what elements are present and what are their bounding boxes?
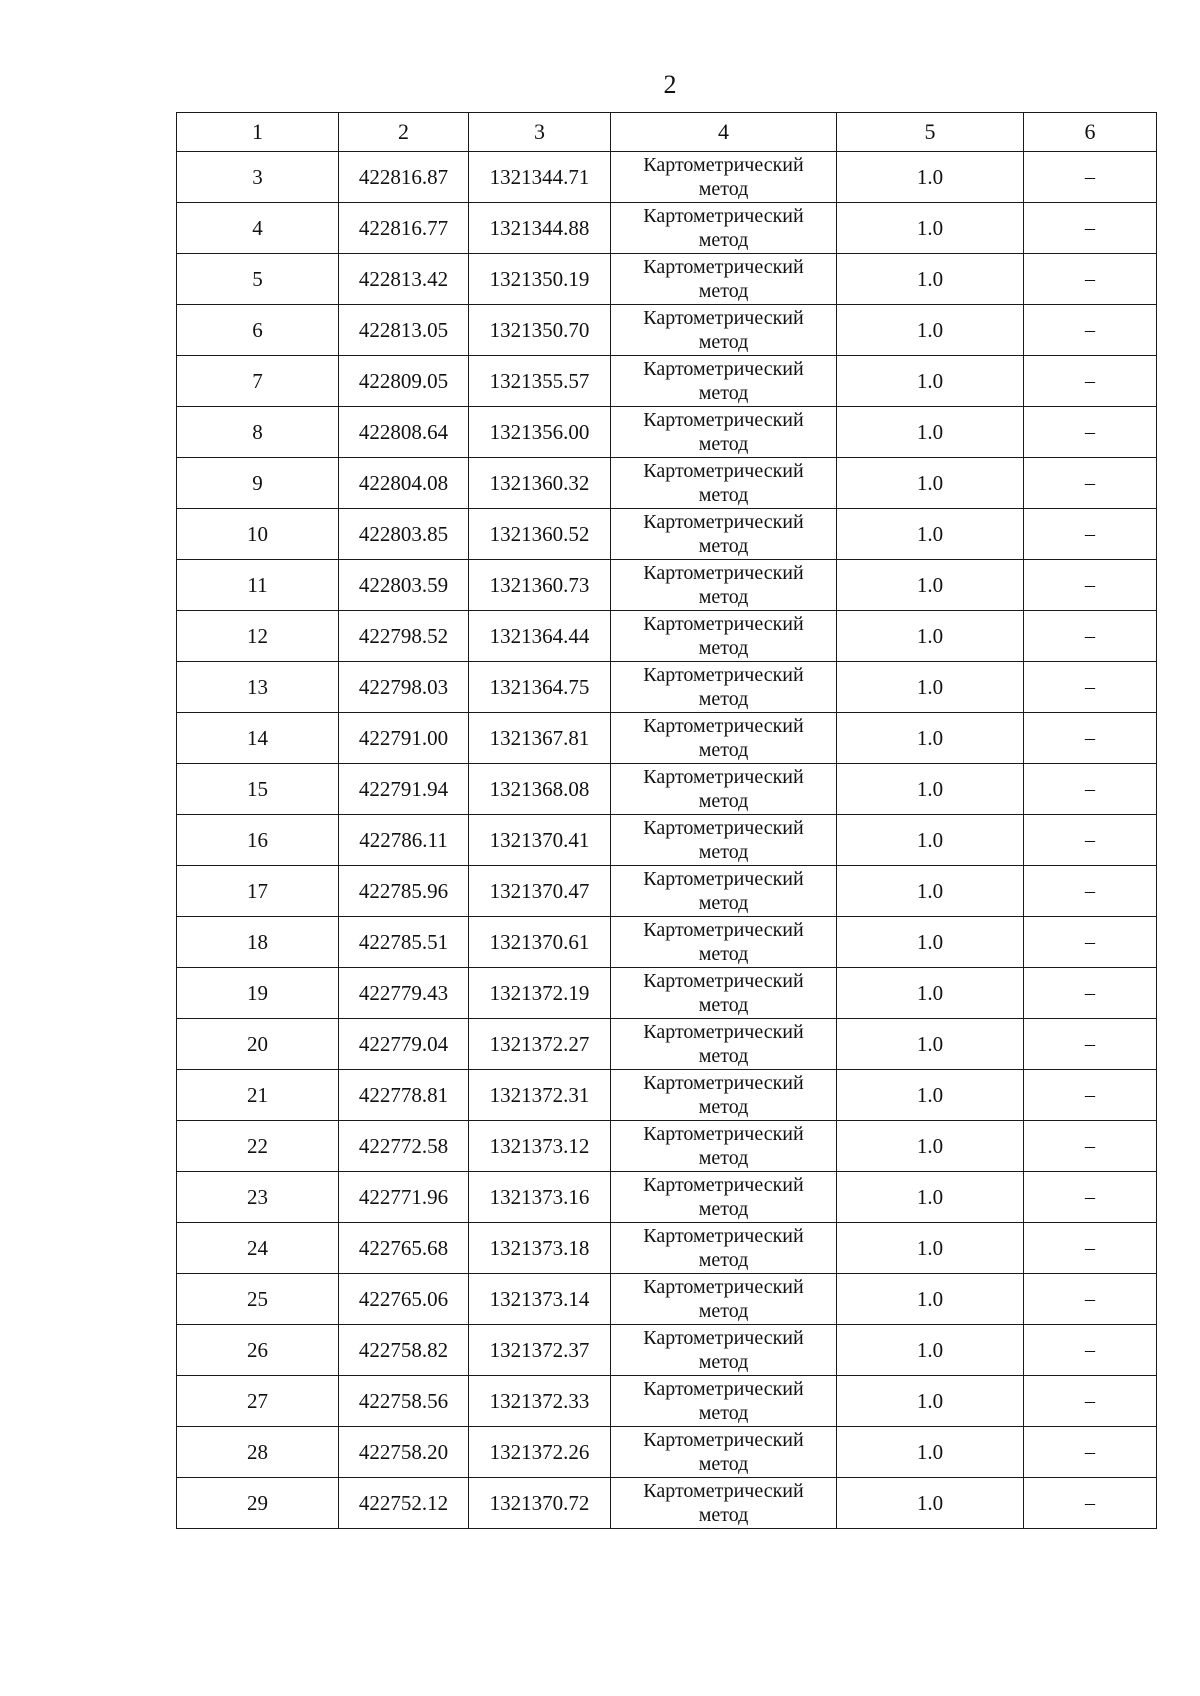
method-line-2: метод [698, 994, 749, 1016]
accuracy-cell: 1.0 [837, 203, 1024, 254]
point-number-cell: 23 [177, 1172, 339, 1223]
method-cell [611, 611, 837, 662]
note-cell: – [1024, 1427, 1157, 1478]
point-number-cell: 24 [177, 1223, 339, 1274]
table-row [177, 1019, 1157, 1070]
point-number-cell: 16 [177, 815, 339, 866]
y-coordinate-cell: 1321370.41 [469, 815, 611, 866]
column-header-5: 5 [837, 113, 1024, 152]
method-line-2: метод [698, 1096, 749, 1118]
x-coordinate-cell: 422798.03 [339, 662, 469, 713]
x-coordinate-cell: 422752.12 [339, 1478, 469, 1529]
accuracy-cell: 1.0 [837, 1274, 1024, 1325]
note-cell: – [1024, 356, 1157, 407]
method-line-2: метод [698, 433, 749, 455]
table-row [177, 1223, 1157, 1274]
note-cell: – [1024, 764, 1157, 815]
point-number-cell: 12 [177, 611, 339, 662]
y-coordinate-cell: 1321355.57 [469, 356, 611, 407]
column-header-4: 4 [611, 113, 837, 152]
y-coordinate-cell: 1321372.33 [469, 1376, 611, 1427]
y-coordinate-cell: 1321356.00 [469, 407, 611, 458]
accuracy-cell: 1.0 [837, 1070, 1024, 1121]
y-coordinate-cell: 1321364.44 [469, 611, 611, 662]
method-line-2: метод [698, 280, 749, 302]
accuracy-cell: 1.0 [837, 254, 1024, 305]
method-line-2: метод [698, 1300, 749, 1322]
method-cell [611, 1274, 837, 1325]
y-coordinate-cell: 1321372.37 [469, 1325, 611, 1376]
accuracy-cell: 1.0 [837, 509, 1024, 560]
method-cell [611, 1427, 837, 1478]
y-coordinate-cell: 1321370.61 [469, 917, 611, 968]
point-number-cell: 28 [177, 1427, 339, 1478]
method-line-1: Картометрический [643, 1225, 804, 1247]
point-number-cell: 8 [177, 407, 339, 458]
accuracy-cell: 1.0 [837, 917, 1024, 968]
method-line-2: метод [698, 1453, 749, 1475]
method-line-2: метод [698, 1504, 749, 1526]
method-cell [611, 917, 837, 968]
method-line-2: метод [698, 229, 749, 251]
method-cell [611, 662, 837, 713]
coordinates-table [176, 112, 1157, 1529]
y-coordinate-cell: 1321368.08 [469, 764, 611, 815]
accuracy-cell: 1.0 [837, 866, 1024, 917]
x-coordinate-cell: 422785.96 [339, 866, 469, 917]
table-row [177, 305, 1157, 356]
point-number-cell: 15 [177, 764, 339, 815]
method-cell [611, 1376, 837, 1427]
note-cell: – [1024, 560, 1157, 611]
method-line-1: Картометрический [643, 511, 804, 533]
accuracy-cell: 1.0 [837, 1223, 1024, 1274]
method-line-1: Картометрический [643, 307, 804, 329]
method-line-1: Картометрический [643, 1123, 804, 1145]
accuracy-cell: 1.0 [837, 713, 1024, 764]
point-number-cell: 25 [177, 1274, 339, 1325]
x-coordinate-cell: 422798.52 [339, 611, 469, 662]
point-number-cell: 3 [177, 152, 339, 203]
table-row [177, 356, 1157, 407]
point-number-cell: 13 [177, 662, 339, 713]
y-coordinate-cell: 1321360.73 [469, 560, 611, 611]
x-coordinate-cell: 422803.85 [339, 509, 469, 560]
method-line-2: метод [698, 739, 749, 761]
method-line-1: Картометрический [643, 1174, 804, 1196]
table-header [177, 113, 1157, 152]
note-cell: – [1024, 1478, 1157, 1529]
note-cell: – [1024, 1376, 1157, 1427]
accuracy-cell: 1.0 [837, 968, 1024, 1019]
note-cell: – [1024, 1172, 1157, 1223]
method-cell [611, 407, 837, 458]
x-coordinate-cell: 422786.11 [339, 815, 469, 866]
y-coordinate-cell: 1321372.27 [469, 1019, 611, 1070]
table-row [177, 713, 1157, 764]
table-row [177, 1274, 1157, 1325]
column-header-3: 3 [469, 113, 611, 152]
method-cell [611, 152, 837, 203]
accuracy-cell: 1.0 [837, 1376, 1024, 1427]
y-coordinate-cell: 1321372.31 [469, 1070, 611, 1121]
method-line-2: метод [698, 178, 749, 200]
y-coordinate-cell: 1321344.88 [469, 203, 611, 254]
method-cell [611, 560, 837, 611]
method-line-2: метод [698, 1402, 749, 1424]
y-coordinate-cell: 1321364.75 [469, 662, 611, 713]
table-row [177, 458, 1157, 509]
method-cell [611, 968, 837, 1019]
point-number-cell: 14 [177, 713, 339, 764]
y-coordinate-cell: 1321344.71 [469, 152, 611, 203]
point-number-cell: 17 [177, 866, 339, 917]
method-line-2: метод [698, 790, 749, 812]
x-coordinate-cell: 422804.08 [339, 458, 469, 509]
x-coordinate-cell: 422758.82 [339, 1325, 469, 1376]
x-coordinate-cell: 422809.05 [339, 356, 469, 407]
method-line-2: метод [698, 841, 749, 863]
table-row [177, 1325, 1157, 1376]
method-cell [611, 203, 837, 254]
method-cell [611, 1325, 837, 1376]
method-cell [611, 509, 837, 560]
point-number-cell: 29 [177, 1478, 339, 1529]
note-cell: – [1024, 152, 1157, 203]
accuracy-cell: 1.0 [837, 152, 1024, 203]
y-coordinate-cell: 1321373.16 [469, 1172, 611, 1223]
method-line-1: Картометрический [643, 409, 804, 431]
method-line-2: метод [698, 1147, 749, 1169]
point-number-cell: 6 [177, 305, 339, 356]
table-row [177, 662, 1157, 713]
accuracy-cell: 1.0 [837, 560, 1024, 611]
x-coordinate-cell: 422791.00 [339, 713, 469, 764]
x-coordinate-cell: 422778.81 [339, 1070, 469, 1121]
header-row [177, 113, 1157, 152]
y-coordinate-cell: 1321360.52 [469, 509, 611, 560]
method-line-1: Картометрический [643, 1072, 804, 1094]
x-coordinate-cell: 422779.43 [339, 968, 469, 1019]
method-line-2: метод [698, 382, 749, 404]
point-number-cell: 5 [177, 254, 339, 305]
table-row [177, 152, 1157, 203]
method-line-1: Картометрический [643, 715, 804, 737]
method-line-1: Картометрический [643, 256, 804, 278]
method-line-2: метод [698, 586, 749, 608]
accuracy-cell: 1.0 [837, 1019, 1024, 1070]
table-row [177, 611, 1157, 662]
method-line-1: Картометрический [643, 1378, 804, 1400]
method-line-1: Картометрический [643, 1021, 804, 1043]
x-coordinate-cell: 422808.64 [339, 407, 469, 458]
point-number-cell: 18 [177, 917, 339, 968]
x-coordinate-cell: 422791.94 [339, 764, 469, 815]
note-cell: – [1024, 509, 1157, 560]
point-number-cell: 20 [177, 1019, 339, 1070]
table-row [177, 815, 1157, 866]
note-cell: – [1024, 1019, 1157, 1070]
point-number-cell: 19 [177, 968, 339, 1019]
method-cell [611, 1070, 837, 1121]
method-line-1: Картометрический [643, 460, 804, 482]
column-header-1: 1 [177, 113, 339, 152]
column-header-6: 6 [1024, 113, 1157, 152]
method-line-1: Картометрический [643, 766, 804, 788]
note-cell: – [1024, 203, 1157, 254]
method-line-2: метод [698, 1351, 749, 1373]
page-number: 2 [663, 70, 677, 99]
method-line-1: Картометрический [643, 817, 804, 839]
y-coordinate-cell: 1321372.19 [469, 968, 611, 1019]
table-row [177, 1427, 1157, 1478]
method-line-1: Картометрический [643, 1327, 804, 1349]
method-line-2: метод [698, 892, 749, 914]
note-cell: – [1024, 713, 1157, 764]
method-cell [611, 866, 837, 917]
method-line-2: метод [698, 1249, 749, 1271]
table-row [177, 407, 1157, 458]
point-number-cell: 27 [177, 1376, 339, 1427]
accuracy-cell: 1.0 [837, 764, 1024, 815]
note-cell: – [1024, 815, 1157, 866]
table-row [177, 968, 1157, 1019]
y-coordinate-cell: 1321373.14 [469, 1274, 611, 1325]
note-cell: – [1024, 1070, 1157, 1121]
y-coordinate-cell: 1321373.12 [469, 1121, 611, 1172]
method-line-2: метод [698, 1045, 749, 1067]
point-number-cell: 21 [177, 1070, 339, 1121]
note-cell: – [1024, 1325, 1157, 1376]
note-cell: – [1024, 407, 1157, 458]
point-number-cell: 4 [177, 203, 339, 254]
point-number-cell: 7 [177, 356, 339, 407]
x-coordinate-cell: 422758.20 [339, 1427, 469, 1478]
x-coordinate-cell: 422816.77 [339, 203, 469, 254]
y-coordinate-cell: 1321360.32 [469, 458, 611, 509]
method-cell [611, 815, 837, 866]
x-coordinate-cell: 422803.59 [339, 560, 469, 611]
method-line-1: Картометрический [643, 868, 804, 890]
accuracy-cell: 1.0 [837, 305, 1024, 356]
x-coordinate-cell: 422758.56 [339, 1376, 469, 1427]
accuracy-cell: 1.0 [837, 356, 1024, 407]
note-cell: – [1024, 305, 1157, 356]
x-coordinate-cell: 422785.51 [339, 917, 469, 968]
point-number-cell: 11 [177, 560, 339, 611]
method-cell [611, 458, 837, 509]
y-coordinate-cell: 1321373.18 [469, 1223, 611, 1274]
y-coordinate-cell: 1321367.81 [469, 713, 611, 764]
y-coordinate-cell: 1321350.19 [469, 254, 611, 305]
note-cell: – [1024, 611, 1157, 662]
method-cell [611, 1172, 837, 1223]
method-cell [611, 764, 837, 815]
table-row [177, 560, 1157, 611]
accuracy-cell: 1.0 [837, 407, 1024, 458]
y-coordinate-cell: 1321350.70 [469, 305, 611, 356]
method-line-2: метод [698, 688, 749, 710]
method-line-2: метод [698, 1198, 749, 1220]
note-cell: – [1024, 1223, 1157, 1274]
note-cell: – [1024, 968, 1157, 1019]
y-coordinate-cell: 1321372.26 [469, 1427, 611, 1478]
method-cell [611, 356, 837, 407]
method-line-1: Картометрический [643, 358, 804, 380]
method-line-1: Картометрический [643, 154, 804, 176]
method-line-2: метод [698, 637, 749, 659]
note-cell: – [1024, 866, 1157, 917]
x-coordinate-cell: 422779.04 [339, 1019, 469, 1070]
accuracy-cell: 1.0 [837, 1427, 1024, 1478]
y-coordinate-cell: 1321370.72 [469, 1478, 611, 1529]
method-cell [611, 1478, 837, 1529]
table-row [177, 1121, 1157, 1172]
method-line-1: Картометрический [643, 970, 804, 992]
x-coordinate-cell: 422765.68 [339, 1223, 469, 1274]
method-line-2: метод [698, 943, 749, 965]
column-header-2: 2 [339, 113, 469, 152]
accuracy-cell: 1.0 [837, 1325, 1024, 1376]
table-row [177, 866, 1157, 917]
note-cell: – [1024, 458, 1157, 509]
method-line-2: метод [698, 535, 749, 557]
method-cell [611, 1019, 837, 1070]
method-line-1: Картометрический [643, 1429, 804, 1451]
method-cell [611, 1121, 837, 1172]
method-line-1: Картометрический [643, 562, 804, 584]
x-coordinate-cell: 422813.42 [339, 254, 469, 305]
point-number-cell: 22 [177, 1121, 339, 1172]
method-line-2: метод [698, 331, 749, 353]
accuracy-cell: 1.0 [837, 611, 1024, 662]
note-cell: – [1024, 1274, 1157, 1325]
method-cell [611, 305, 837, 356]
x-coordinate-cell: 422772.58 [339, 1121, 469, 1172]
table-row [177, 203, 1157, 254]
table-row [177, 254, 1157, 305]
accuracy-cell: 1.0 [837, 815, 1024, 866]
table-row [177, 1478, 1157, 1529]
method-cell [611, 254, 837, 305]
note-cell: – [1024, 917, 1157, 968]
accuracy-cell: 1.0 [837, 1172, 1024, 1223]
method-line-1: Картометрический [643, 613, 804, 635]
method-line-1: Картометрический [643, 1276, 804, 1298]
x-coordinate-cell: 422765.06 [339, 1274, 469, 1325]
y-coordinate-cell: 1321370.47 [469, 866, 611, 917]
table-row [177, 764, 1157, 815]
accuracy-cell: 1.0 [837, 458, 1024, 509]
note-cell: – [1024, 662, 1157, 713]
point-number-cell: 9 [177, 458, 339, 509]
point-number-cell: 10 [177, 509, 339, 560]
table-row [177, 917, 1157, 968]
table-row [177, 1070, 1157, 1121]
table-row [177, 1376, 1157, 1427]
point-number-cell: 26 [177, 1325, 339, 1376]
method-line-2: метод [698, 484, 749, 506]
x-coordinate-cell: 422771.96 [339, 1172, 469, 1223]
method-cell [611, 713, 837, 764]
accuracy-cell: 1.0 [837, 1478, 1024, 1529]
x-coordinate-cell: 422816.87 [339, 152, 469, 203]
table-row [177, 1172, 1157, 1223]
table-body [177, 152, 1157, 1529]
method-cell [611, 1223, 837, 1274]
method-line-1: Картометрический [643, 1480, 804, 1502]
note-cell: – [1024, 254, 1157, 305]
method-line-1: Картометрический [643, 205, 804, 227]
table-row [177, 509, 1157, 560]
accuracy-cell: 1.0 [837, 1121, 1024, 1172]
method-line-1: Картометрический [643, 664, 804, 686]
method-line-1: Картометрический [643, 919, 804, 941]
x-coordinate-cell: 422813.05 [339, 305, 469, 356]
accuracy-cell: 1.0 [837, 662, 1024, 713]
note-cell: – [1024, 1121, 1157, 1172]
